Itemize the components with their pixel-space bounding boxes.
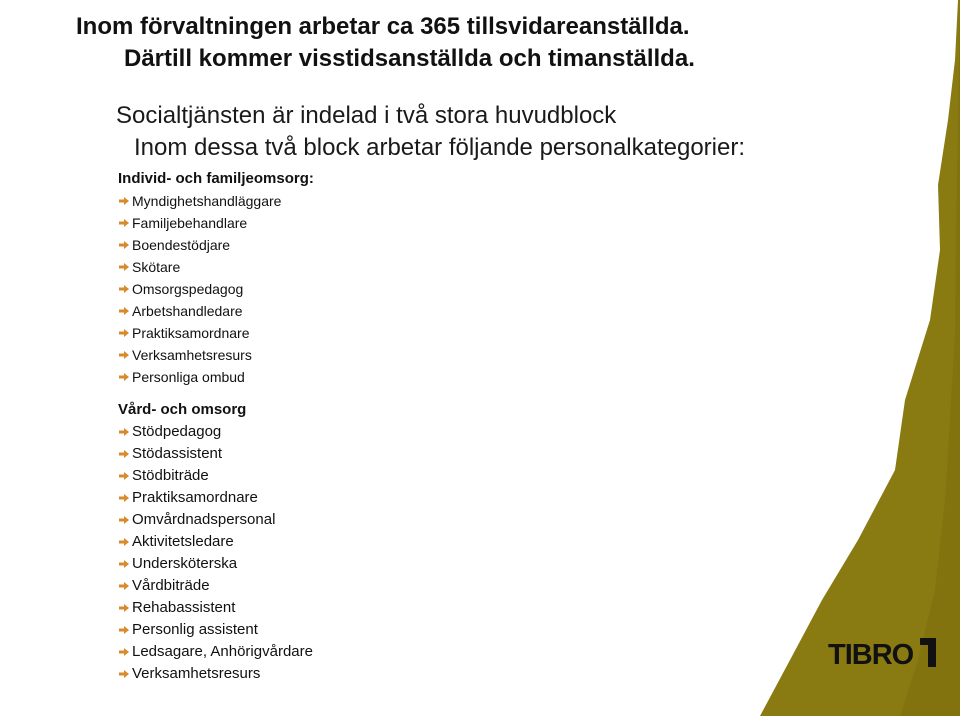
- arrow-right-icon: [118, 470, 130, 482]
- list-item: [118, 443, 313, 465]
- arrow-right-icon: [118, 602, 130, 614]
- arrow-right-icon: [118, 492, 130, 504]
- list-item: [118, 234, 314, 256]
- list-item-label: Ledsagare, Anhörigvårdare: [132, 643, 313, 660]
- list-item-label: Verksamhetsresurs: [132, 665, 261, 682]
- list-item-label: Skötare: [132, 259, 181, 275]
- arrow-right-icon: [118, 514, 130, 526]
- arrow-right-icon: [118, 305, 130, 317]
- list-item: [118, 344, 314, 366]
- list-item: [118, 509, 313, 531]
- arrow-right-icon: [118, 283, 130, 295]
- slide-title-line-2: Därtill kommer visstidsanställda och timanställda.: [124, 45, 695, 72]
- list-item-label: Praktiksamordnare: [132, 325, 250, 341]
- list-item-label: Aktivitetsledare: [132, 533, 234, 550]
- arrow-right-icon: [118, 646, 130, 658]
- arrow-right-icon: [118, 624, 130, 636]
- arrow-right-icon: [118, 239, 130, 251]
- list-item-label: Verksamhetsresurs: [132, 347, 252, 363]
- arrow-right-icon: [118, 217, 130, 229]
- list-item: [118, 421, 313, 443]
- list-item: [118, 278, 314, 300]
- list-item-label: Boendestödjare: [132, 237, 231, 253]
- arrow-right-icon: [118, 580, 130, 592]
- category-list: [118, 421, 313, 685]
- list-item: [118, 553, 313, 575]
- section-vard-omsorg: [118, 399, 313, 685]
- arrow-right-icon: [118, 195, 130, 207]
- list-item: [118, 366, 314, 388]
- arrow-right-icon: [118, 668, 130, 680]
- arrow-right-icon: [118, 327, 130, 339]
- section-heading: Vård- och omsorg: [118, 401, 247, 418]
- slide-title-line-1: Inom förvaltningen arbetar ca 365 tillsvidareanställda.: [76, 13, 690, 40]
- tibro-logo-icon: [828, 634, 936, 668]
- list-item-label: Undersköterska: [132, 555, 238, 572]
- list-item-label: Personlig assistent: [132, 621, 258, 638]
- arrow-right-icon: [118, 448, 130, 460]
- list-item: [118, 212, 314, 234]
- logo-text: TIBRO: [828, 639, 914, 668]
- list-item-label: Myndighetshandläggare: [132, 193, 282, 209]
- category-list: [118, 190, 314, 388]
- arrow-right-icon: [118, 536, 130, 548]
- list-item: [118, 322, 314, 344]
- list-item: [118, 575, 313, 597]
- list-item-label: Vårdbiträde: [132, 577, 210, 594]
- list-item-label: Omsorgspedagog: [132, 281, 244, 297]
- list-item: [118, 531, 313, 553]
- arrow-right-icon: [118, 261, 130, 273]
- arrow-right-icon: [118, 371, 130, 383]
- list-item: [118, 465, 313, 487]
- list-item: [118, 641, 313, 663]
- list-item: [118, 619, 313, 641]
- subtitle-line-2: Inom dessa två block arbetar följande personalkategorier:: [134, 134, 746, 161]
- list-item-label: Praktiksamordnare: [132, 489, 258, 506]
- section-heading: Individ- och familjeomsorg:: [118, 170, 314, 187]
- arrow-right-icon: [118, 558, 130, 570]
- list-item: [118, 190, 314, 212]
- list-item-label: Rehabassistent: [132, 599, 236, 616]
- list-item-label: Arbetshandledare: [132, 303, 243, 319]
- list-item-label: Omvårdnadspersonal: [132, 511, 276, 528]
- list-item-label: Stödpedagog: [132, 423, 222, 440]
- arrow-right-icon: [118, 349, 130, 361]
- list-item: [118, 256, 314, 278]
- list-item: [118, 597, 313, 619]
- list-item-label: Familjebehandlare: [132, 215, 248, 231]
- list-item-label: Personliga ombud: [132, 369, 245, 385]
- section-individ-familjeomsorg: [118, 168, 314, 388]
- list-item: [118, 487, 313, 509]
- arrow-right-icon: [118, 426, 130, 438]
- list-item: [118, 663, 313, 685]
- subtitle-line-1: Socialtjänsten är indelad i två stora huvudblock: [116, 102, 617, 129]
- list-item-label: Stödassistent: [132, 445, 223, 462]
- list-item: [118, 300, 314, 322]
- list-item-label: Stödbiträde: [132, 467, 209, 484]
